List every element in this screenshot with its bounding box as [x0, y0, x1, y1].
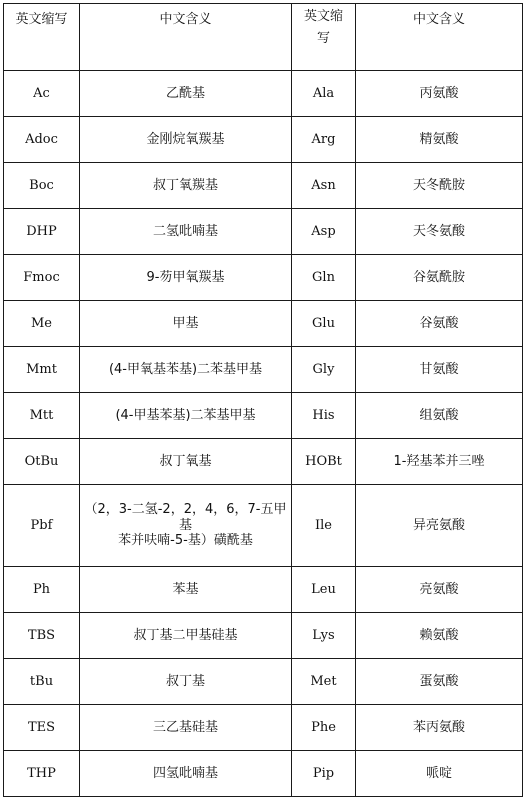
abbr-cell: Gly	[292, 347, 356, 393]
meaning-cell: 丙氨酸	[356, 71, 523, 117]
meaning-cell: (4-甲氧基苯基)二苯基甲基	[80, 347, 292, 393]
abbr-cell: tBu	[4, 659, 80, 705]
abbreviation-table	[3, 3, 523, 797]
meaning-cell: 9-芴甲氧羰基	[80, 255, 292, 301]
meaning-cell: 金刚烷氧羰基	[80, 117, 292, 163]
table-row	[4, 255, 523, 301]
meaning-cell: 亮氨酸	[356, 567, 523, 613]
header-meaning-2: 中文含义	[356, 4, 523, 71]
meaning-cell: 二氢吡喃基	[80, 209, 292, 255]
abbr-cell: HOBt	[292, 439, 356, 485]
meaning-cell: 哌啶	[356, 751, 523, 797]
table-row	[4, 393, 523, 439]
abbr-cell: Phe	[292, 705, 356, 751]
abbr-cell: Asn	[292, 163, 356, 209]
abbr-cell: Lys	[292, 613, 356, 659]
abbr-cell: THP	[4, 751, 80, 797]
table-row	[4, 117, 523, 163]
abbr-cell: Ac	[4, 71, 80, 117]
table-row	[4, 163, 523, 209]
abbr-cell: OtBu	[4, 439, 80, 485]
header-abbr-1: 英文缩写	[4, 4, 80, 71]
meaning-cell: 谷氨酸	[356, 301, 523, 347]
meaning-cell: 1-羟基苯并三唑	[356, 439, 523, 485]
header-abbr-2-line2: 写	[316, 31, 330, 46]
meaning-cell: 四氢吡喃基	[80, 751, 292, 797]
table-header-row	[4, 4, 523, 71]
abbr-cell: Pip	[292, 751, 356, 797]
meaning-cell: 组氨酸	[356, 393, 523, 439]
abbr-cell: Fmoc	[4, 255, 80, 301]
table-row	[4, 613, 523, 659]
meaning-cell: 叔丁基	[80, 659, 292, 705]
meaning-cell: 谷氨酰胺	[356, 255, 523, 301]
abbr-cell: Mtt	[4, 393, 80, 439]
abbr-cell: Me	[4, 301, 80, 347]
meaning-cell: 乙酰基	[80, 71, 292, 117]
abbr-cell: Ph	[4, 567, 80, 613]
meaning-cell: 叔丁氧基	[80, 439, 292, 485]
abbr-cell: Asp	[292, 209, 356, 255]
abbr-cell: Gln	[292, 255, 356, 301]
abbr-cell: Adoc	[4, 117, 80, 163]
meaning-cell: 苯丙氨酸	[356, 705, 523, 751]
abbr-cell: Pbf	[4, 485, 80, 567]
header-abbr-2-line1: 英文缩	[303, 9, 343, 24]
meaning-cell: 叔丁氧羰基	[80, 163, 292, 209]
header-meaning-1: 中文含义	[80, 4, 292, 71]
abbr-cell: Met	[292, 659, 356, 705]
table-row	[4, 485, 523, 567]
abbr-cell: Ala	[292, 71, 356, 117]
meaning-line-2: 苯并呋喃-5-基）磺酰基	[118, 533, 253, 549]
table-row	[4, 71, 523, 117]
table-row	[4, 439, 523, 485]
abbr-cell: TES	[4, 705, 80, 751]
table-row	[4, 567, 523, 613]
meaning-cell: 甲基	[80, 301, 292, 347]
table-row	[4, 751, 523, 797]
abbr-cell: Arg	[292, 117, 356, 163]
meaning-cell: 赖氨酸	[356, 613, 523, 659]
abbr-cell: Leu	[292, 567, 356, 613]
table-row	[4, 209, 523, 255]
meaning-line-1: （2，3-二氢-2，2，4，6，7-五甲基	[84, 502, 287, 533]
meaning-cell: 精氨酸	[356, 117, 523, 163]
abbr-cell: His	[292, 393, 356, 439]
meaning-cell: 天冬酰胺	[356, 163, 523, 209]
meaning-cell: (4-甲基苯基)二苯基甲基	[80, 393, 292, 439]
meaning-cell	[80, 485, 292, 567]
table-row	[4, 659, 523, 705]
table-row	[4, 347, 523, 393]
meaning-cell: 三乙基硅基	[80, 705, 292, 751]
meaning-cell: 异亮氨酸	[356, 485, 523, 567]
header-abbr-2	[292, 4, 356, 71]
abbr-cell: Mmt	[4, 347, 80, 393]
meaning-cell: 天冬氨酸	[356, 209, 523, 255]
table-row	[4, 301, 523, 347]
abbr-cell: TBS	[4, 613, 80, 659]
abbr-cell: Glu	[292, 301, 356, 347]
meaning-cell: 叔丁基二甲基硅基	[80, 613, 292, 659]
abbr-cell: Boc	[4, 163, 80, 209]
abbr-cell: DHP	[4, 209, 80, 255]
meaning-cell: 蛋氨酸	[356, 659, 523, 705]
meaning-cell: 苯基	[80, 567, 292, 613]
table-row	[4, 705, 523, 751]
abbr-cell: Ile	[292, 485, 356, 567]
meaning-cell: 甘氨酸	[356, 347, 523, 393]
